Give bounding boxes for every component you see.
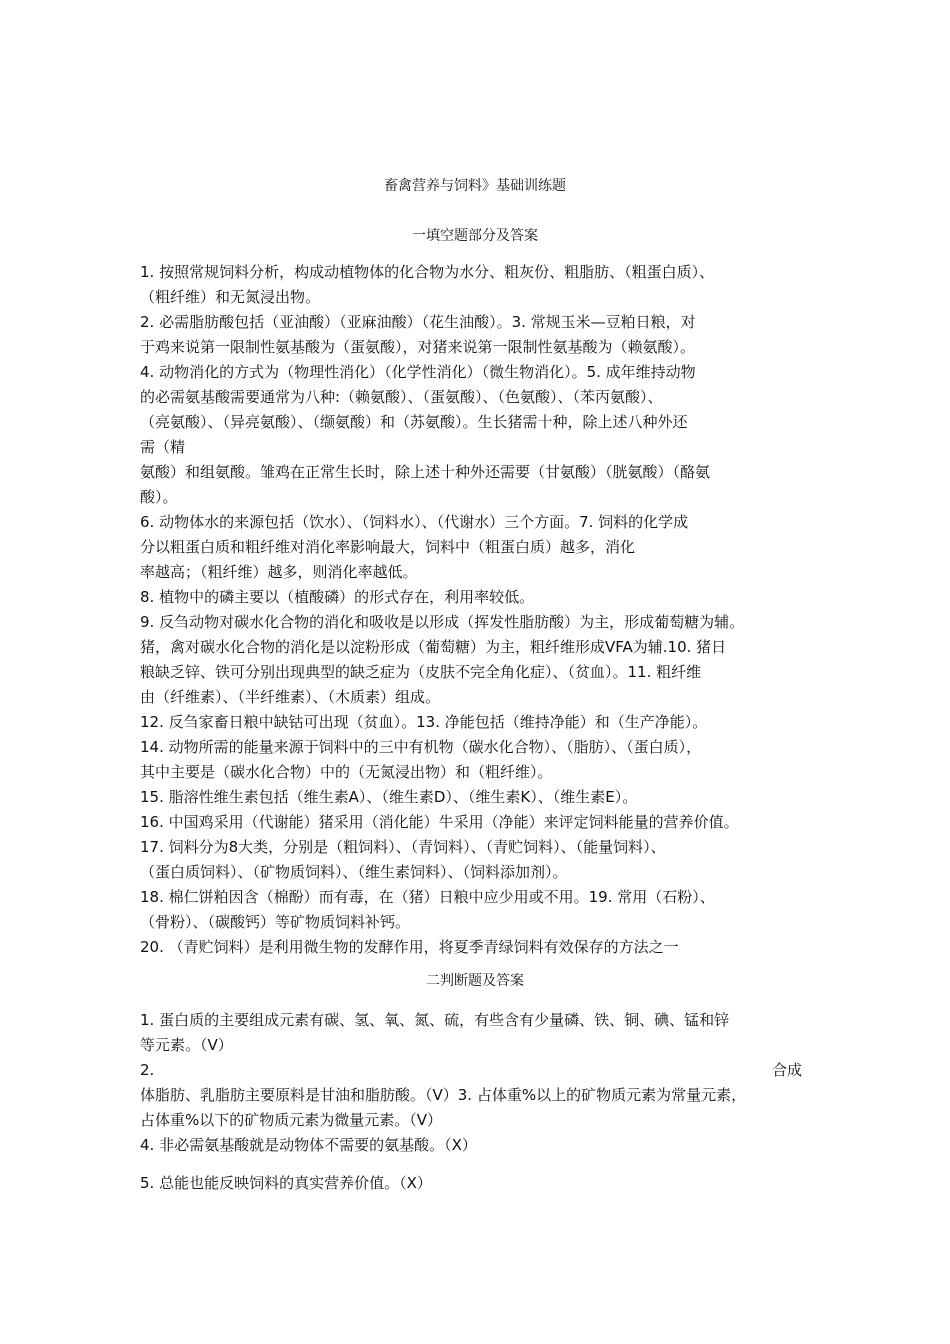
text-line: 酸）。 <box>140 488 178 506</box>
text-line: 猪，禽对碳水化合物的消化是以淀粉形成（葡萄糖）为主，粗纤维形成VFA为辅.10. 猪日 <box>140 638 727 656</box>
text-line: 占体重%以下的矿物质元素为微量元素。（V） <box>140 1111 443 1129</box>
text-line: 由（纤维素）、（半纤维素）、（木质素）组成。 <box>140 688 441 706</box>
text-line: （粗纤维）和无氮浸出物。 <box>140 288 321 306</box>
text-line: 8. 植物中的磷主要以（植酸磷）的形式存在，利用率较低。 <box>140 588 535 606</box>
text-line: （亮氨酸）、（异亮氨酸）、（缬氨酸）和（苏氨酸）。生长猪需十种，除上述八种外还 <box>140 413 688 431</box>
text-line: 4. 动物消化的方式为（物理性消化）（化学性消化）（微生物消化）。5. 成年维持动物 <box>140 363 696 381</box>
text-line: （骨粉）、（碳酸钙）等矿物质饲料补钙。 <box>140 913 411 931</box>
text-line: 粮缺乏锌、铁可分别出现典型的缺乏症为（皮肤不完全角化症）、（贫血）。11. 粗纤维 <box>140 663 702 681</box>
text-line: 6. 动物体水的来源包括（饮水）、（饲料水）、（代谢水）三个方面。7. 饲料的化学成 <box>140 513 689 531</box>
document-title: 畜禽营养与饲料》基础训练题 <box>384 178 566 194</box>
text-line: 的必需氨基酸需要通常为八种:（赖氨酸）、（蛋氨酸）、（色氨酸）、（苯丙氨酸）、 <box>140 388 663 406</box>
text-line: 9. 反刍动物对碳水化合物的消化和吸收是以形成（挥发性脂肪酸）为主，形成葡萄糖为辅。 <box>140 613 745 631</box>
text-line: （蛋白质饲料）、（矿物质饲料）、（维生素饲料）、（饲料添加剂）。 <box>140 863 568 881</box>
text-line-right: 合成 <box>771 1061 802 1079</box>
text-line: 15. 脂溶性维生素包括（维生素A）、（维生素D）、（维生素K）、（维生素E）。 <box>140 788 638 806</box>
text-line: 17. 饲料分为8大类，分别是（粗饲料）、（青饲料）、（青贮饲料）、（能量饲料）、 <box>140 838 666 856</box>
text-line: 率越高；（粗纤维）越多，则消化率越低。 <box>140 563 418 581</box>
text-line: 需（精 <box>140 438 186 456</box>
text-line: 16. 中国鸡采用（代谢能）猪采用（消化能）牛采用（净能）来评定饲料能量的营养价值。 <box>140 813 739 831</box>
text-line: 2. <box>140 1061 155 1079</box>
text-line: 14. 动物所需的能量来源于饲料中的三中有机物（碳水化合物）、（脂肪）、（蛋白质）， <box>140 738 702 756</box>
text-line: 18. 棉仁饼粕因含（棉酚）而有毒，在（猪）日粮中应少用或不用。19. 常用（石粉）、 <box>140 888 715 906</box>
text-line: 其中主要是（碳水化合物）中的（无氮浸出物）和（粗纤维）。 <box>140 763 553 781</box>
text-line: 1. 按照常规饲料分析，构成动植物体的化合物为水分、粗灰份、粗脂肪、（粗蛋白质）、 <box>140 263 715 281</box>
text-line: 分以粗蛋白质和粗纤维对消化率影响最大，饲料中（粗蛋白质）越多，消化 <box>140 538 636 556</box>
section-heading-judgement: 二判断题及答案 <box>426 973 524 989</box>
text-line: 体脂肪、乳脂肪主要原料是甘油和脂肪酸。（V）3. 占体重%以上的矿物质元素为常量元素， <box>140 1086 747 1104</box>
text-line: 等元素。（V） <box>140 1036 233 1054</box>
text-line: 1. 蛋白质的主要组成元素有碳、氢、氧、氮、硫，有些含有少量磷、铁、铜、碘、锰和锌 <box>140 1011 730 1029</box>
text-line: 于鸡来说第一限制性氨基酸为（蛋氨酸），对猪来说第一限制性氨基酸为（赖氨酸）。 <box>140 338 696 356</box>
text-line: 氨酸）和组氨酸。雏鸡在正常生长时，除上述十种外还需要（甘氨酸）（胱氨酸）（酪氨 <box>140 463 711 481</box>
text-line: 4. 非必需氨基酸就是动物体不需要的氨基酸。（X） <box>140 1136 477 1154</box>
text-line: 20. （青贮饲料）是利用微生物的发酵作用，将夏季青绿饲料有效保存的方法之一 <box>140 938 679 956</box>
section-heading-fill-in: 一填空题部分及答案 <box>412 228 538 244</box>
text-line: 12. 反刍家畜日粮中缺钴可出现（贫血）。13. 净能包括（维持净能）和（生产净能）。 <box>140 713 708 731</box>
text-line: 2. 必需脂肪酸包括（亚油酸）（亚麻油酸）（花生油酸）。3. 常规玉米—豆粕日粮，对 <box>140 313 696 331</box>
text-line: 5. 总能也能反映饲料的真实营养价值。（X） <box>140 1174 432 1192</box>
